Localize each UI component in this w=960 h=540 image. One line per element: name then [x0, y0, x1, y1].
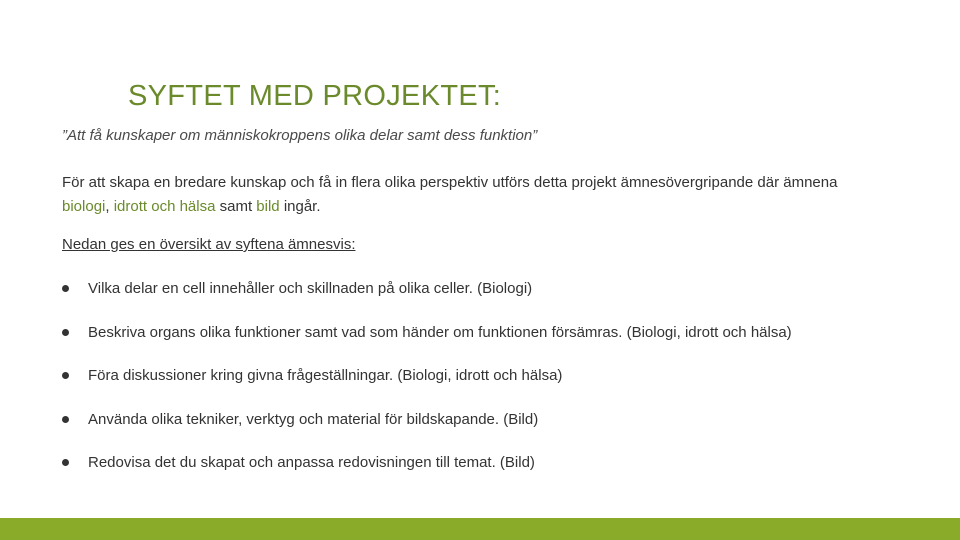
purpose-list	[62, 277, 792, 495]
bullet-icon	[62, 329, 69, 336]
list-item-text: Använda olika tekniker, verktyg och material för bildskapande. (Bild)	[88, 410, 539, 428]
list-item	[62, 321, 792, 365]
intro-text: För att skapa en bredare kunskap och få in flera olika perspektiv utförs detta projekt ämnesövergripande där ämnena	[62, 174, 838, 191]
intro-paragraph	[62, 171, 882, 219]
intro-separator: ,	[105, 198, 114, 215]
bullet-icon	[62, 372, 69, 379]
list-item	[62, 408, 792, 452]
list-item-text: Föra diskussioner kring givna frågeställningar. (Biologi, idrott och hälsa)	[88, 367, 563, 384]
intro-ending: ingår.	[279, 198, 321, 215]
footer-bar	[0, 518, 960, 540]
subject-idrott-och-halsa: idrott och hälsa	[113, 198, 216, 215]
list-item-text: Vilka delar en cell innehåller och skillnaden på olika celler. (Biologi)	[88, 280, 533, 297]
list-item	[62, 364, 792, 408]
bullet-icon	[62, 285, 69, 292]
list-item-text: Redovisa det du skapat och anpassa redovisningen till temat. (Bild)	[88, 454, 535, 471]
project-quote: ”Att få kunskaper om människokroppens olika delar samt dess funktion”	[62, 127, 538, 144]
overview-heading: Nedan ges en översikt av syftena ämnesvis:	[62, 236, 356, 253]
bullet-icon	[62, 459, 69, 466]
list-item-text: Beskriva organs olika funktioner samt vad som händer om funktionen försämras. (Biologi, idrott och hälsa)	[88, 323, 792, 341]
subject-biologi: biologi	[62, 198, 106, 215]
bullet-icon	[62, 416, 69, 423]
subject-bild: bild	[256, 198, 280, 215]
list-item	[62, 277, 792, 321]
list-item	[62, 451, 792, 495]
intro-separator: samt	[215, 198, 257, 215]
slide-title: SYFTET MED PROJEKTET:	[128, 80, 502, 112]
